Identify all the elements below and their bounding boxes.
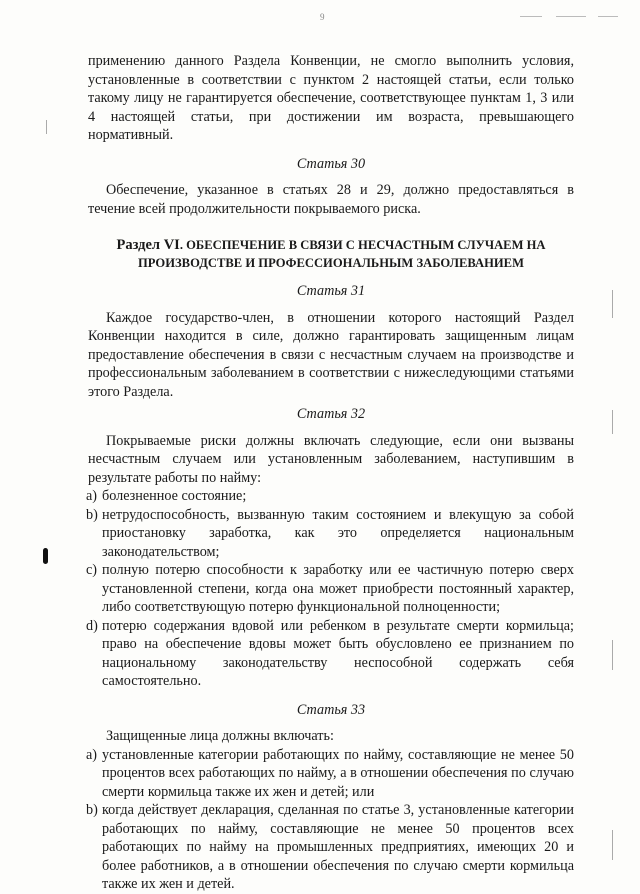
article-32-item-d [88, 617, 574, 691]
article-30-title: Статья 30 [296, 155, 366, 172]
article-32-item-a [88, 487, 574, 506]
list-marker: b) [86, 506, 98, 523]
list-item-text: потерю содержания вдовой или ребенком в результате смерти кормильца; право на обеспечение вдовы может быть обусловлено ее признанием по национальному законодательству неспособной содержать себя самостоятельно. [102, 617, 574, 689]
scan-mark [598, 16, 618, 17]
page-number: 9 [320, 12, 325, 22]
list-marker: a) [86, 746, 98, 763]
article-32-title: Статья 32 [296, 406, 366, 422]
carryover-paragraph: применению данного Раздела Конвенции, не смогло выполнить условия, установленные в соответствии с пунктом 2 настоящей статьи, если только такому лицу не гарантируется обеспечение, соответствующее пунктам 1, 3 или 4 настоящей статьи, при достижении им возраста, превышающего нормативный. [88, 53, 574, 143]
section-6-rest: . ОБЕСПЕЧЕНИЕ В СВЯЗИ С НЕСЧАСТНЫМ СЛУЧАЕМ НА ПРОИЗВОДСТВЕ И ПРОФЕССИОНАЛЬНЫМ ЗАБОЛЕВАНИЕМ [138, 238, 546, 270]
document-body [88, 52, 574, 894]
list-marker: a) [86, 488, 98, 504]
scan-blot [43, 548, 48, 564]
article-32-item-c [88, 561, 574, 617]
scan-mark [612, 830, 613, 860]
scan-mark [556, 16, 586, 17]
article-33-item-b [88, 801, 574, 894]
scan-mark [46, 120, 47, 134]
list-item-text: установленные категории работающих по найму, составляющие не менее 50 процентов всех работающих по найму, а в отношении обеспечения по случаю смерти кормильца также их жен и детей; или [102, 746, 574, 800]
list-marker: d) [86, 617, 98, 634]
article-33-item-a [88, 746, 574, 802]
scan-mark [520, 16, 542, 17]
scan-mark [612, 290, 613, 318]
article-31-title: Статья 31 [296, 283, 366, 299]
article-30-text: Обеспечение, указанное в статьях 28 и 29, должно предоставляться в течение всей продолжительности покрываемого риска. [88, 182, 574, 217]
list-item-text: когда действует декларация, сделанная по статье 3, установленные категории работающих по найму, составляющие не менее 50 процентов всех работающих по найму на промышленных предприятиях, имеющих 20 и более работников, а в отношении обеспечения по случаю смерти кормильца также их жен и детей. [102, 802, 574, 892]
section-6-numeral: VI [163, 237, 180, 253]
article-31-text: Каждое государство-член, в отношении которого настоящий Раздел Конвенции находится в силе, должно гарантировать защищенным лицам предоставление обеспечения в связи с несчастным случаем на производстве и профессиональным заболеванием в соответствии с нижеследующими статьями этого Раздела. [88, 309, 574, 400]
article-33-title: Статья 33 [296, 701, 366, 718]
scan-mark [612, 640, 613, 670]
list-marker: c) [86, 562, 98, 578]
scan-mark [612, 410, 613, 434]
article-32-intro: Покрываемые риски должны включать следующие, если они вызваны несчастным случаем или установленным заболеванием, наступившим в результате работы по найму: [88, 432, 574, 486]
list-item-text: болезненное состояние; [102, 488, 247, 504]
section-6-title [88, 236, 574, 272]
section-6-prefix: Раздел [116, 237, 164, 253]
list-marker: b) [86, 802, 98, 818]
list-item-text: полную потерю способности к заработку или ее частичную потерю сверх установленной степени, когда она может приобрести постоянный характер, либо соответствующую потерю функциональной полноценности; [102, 562, 574, 615]
article-32-item-b [88, 506, 574, 562]
list-item-text: нетрудоспособность, вызванную таким состоянием и влекущую за собой приостановку заработка, как это определяется национальным законодательством; [102, 506, 574, 560]
article-33-intro: Защищенные лица должны включать: [106, 728, 334, 744]
